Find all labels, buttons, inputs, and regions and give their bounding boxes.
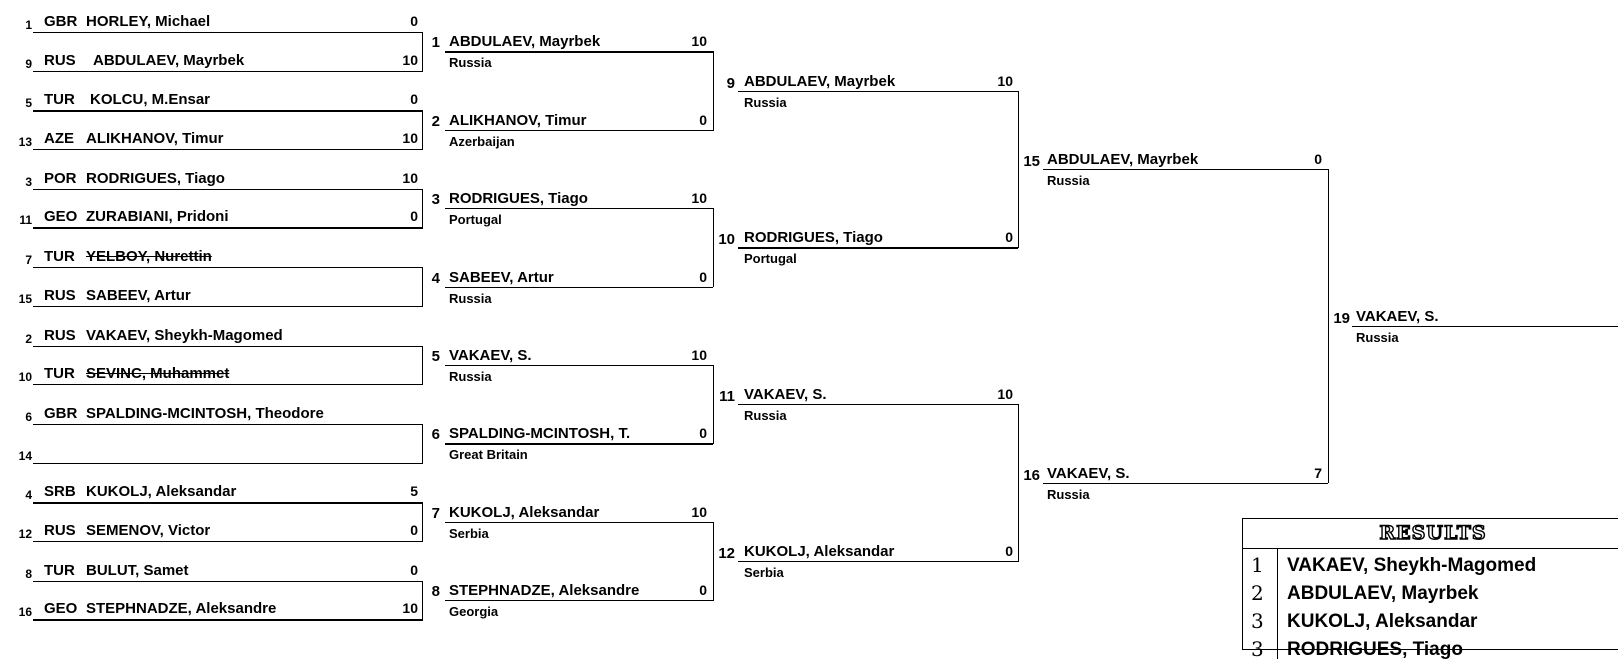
athlete-name: VAKAEV, S. xyxy=(449,346,532,364)
result-line xyxy=(738,404,1018,405)
score: 10 xyxy=(997,386,1013,403)
bracket-line xyxy=(1328,169,1329,484)
result-line xyxy=(445,522,713,523)
athlete-name: RODRIGUES, Tiago xyxy=(449,190,588,208)
score: 0 xyxy=(1005,542,1013,559)
athlete-name: ABDULAEV, Mayrbek xyxy=(449,33,601,51)
result-line xyxy=(445,443,713,444)
result-line xyxy=(738,91,1018,92)
result-name: KUKOLJ, Aleksandar xyxy=(1287,611,1478,632)
score: 10 xyxy=(691,503,707,520)
athlete-name: SEMENOV, Victor xyxy=(86,522,211,539)
bracket-line xyxy=(422,110,423,111)
country-name: Russia xyxy=(1047,486,1090,502)
country-name: Russia xyxy=(449,55,492,71)
match-number: 12 xyxy=(718,544,735,562)
score: 7 xyxy=(1314,464,1322,481)
result-line xyxy=(738,561,1018,562)
bracket-line xyxy=(422,267,423,307)
nation-code: RUS xyxy=(44,51,76,69)
score: 10 xyxy=(402,130,418,146)
score: 10 xyxy=(691,33,707,50)
entry-line xyxy=(33,227,423,228)
athlete-name: VAKAEV, S. xyxy=(744,386,827,404)
bracket-line xyxy=(1018,404,1019,562)
result-line xyxy=(445,208,713,209)
athlete-name: RODRIGUES, Tiago xyxy=(744,229,883,247)
seed-number: 10 xyxy=(18,370,32,385)
entry-line xyxy=(33,189,423,190)
results-divider xyxy=(1277,549,1278,659)
seed-number: 14 xyxy=(18,448,32,463)
athlete-name: SPALDING-MCINTOSH, T. xyxy=(449,425,631,443)
nation-code: GEO xyxy=(44,600,78,618)
country-name: Russia xyxy=(449,290,492,306)
seed-number: 6 xyxy=(25,410,32,424)
bracket-line xyxy=(422,32,423,33)
nation-code: TUR xyxy=(44,248,75,266)
result-rank: 1 xyxy=(1251,553,1264,577)
match-number: 3 xyxy=(431,191,440,209)
entry-line xyxy=(33,581,423,582)
seed-number: 4 xyxy=(25,488,32,503)
athlete-name: VAKAEV, S. xyxy=(1047,464,1130,482)
result-rank: 3 xyxy=(1251,637,1264,661)
bracket-line xyxy=(422,502,423,503)
country-name: Russia xyxy=(1047,172,1090,188)
seed-number: 11 xyxy=(19,213,32,228)
score: 0 xyxy=(410,91,418,108)
athlete-name: KOLCU, M.Ensar xyxy=(90,91,211,109)
score: 0 xyxy=(1005,229,1013,246)
seed-number: 8 xyxy=(25,566,32,581)
athlete-name: ZURABIANI, Pridoni xyxy=(86,208,229,226)
bracket-line xyxy=(713,365,714,444)
score: 0 xyxy=(410,561,418,578)
athlete-name: SABEEV, Artur xyxy=(86,286,191,304)
entry-line xyxy=(33,306,423,307)
result-line xyxy=(445,365,713,366)
athlete-name: STEPHNADZE, Aleksandre xyxy=(449,582,640,600)
entry-line xyxy=(33,463,423,464)
winner-name: VAKAEV, S. xyxy=(1356,307,1439,325)
result-name: RODRIGUES, Tiago xyxy=(1287,639,1463,660)
bracket-line xyxy=(422,189,423,229)
entry-line xyxy=(33,149,423,150)
bracket-line xyxy=(422,189,423,190)
nation-code: RUS xyxy=(44,522,76,539)
entry-line xyxy=(33,502,423,503)
nation-code: TUR xyxy=(44,365,75,383)
athlete-name: RODRIGUES, Tiago xyxy=(86,169,225,187)
entry-line xyxy=(33,32,423,33)
entry-line xyxy=(33,71,423,72)
bracket-line xyxy=(422,581,423,582)
athlete-name: BULUT, Samet xyxy=(86,561,189,579)
athlete-name: VAKAEV, Sheykh-Magomed xyxy=(86,326,283,344)
seed-number: 15 xyxy=(18,291,32,306)
match-number: 6 xyxy=(431,426,440,444)
result-rank: 2 xyxy=(1251,581,1264,605)
score: 10 xyxy=(691,190,707,207)
nation-code: TUR xyxy=(44,91,75,109)
bracket-line xyxy=(713,208,714,287)
athlete-name: HORLEY, Michael xyxy=(86,13,211,30)
athlete-name: STEPHNADZE, Aleksandre xyxy=(86,600,277,618)
entry-line xyxy=(33,384,423,385)
score: 10 xyxy=(402,169,418,186)
bracket-line xyxy=(713,522,714,601)
bracket-line xyxy=(422,424,423,425)
bracket-line xyxy=(422,267,423,268)
winner-country: Russia xyxy=(1356,329,1399,345)
score: 0 xyxy=(699,268,707,285)
score: 10 xyxy=(997,72,1013,89)
match-number: 9 xyxy=(726,74,735,92)
seed-number: 3 xyxy=(25,174,32,189)
country-name: Portugal xyxy=(449,212,502,228)
athlete-name: KUKOLJ, Aleksandar xyxy=(449,503,600,521)
nation-code: GEO xyxy=(44,208,78,226)
seed-number: 5 xyxy=(25,96,32,111)
nation-code: GBR xyxy=(44,405,78,422)
athlete-name: KUKOLJ, Aleksandar xyxy=(86,483,237,501)
result-name: ABDULAEV, Mayrbek xyxy=(1287,583,1479,604)
bracket-line xyxy=(422,346,423,347)
bracket-line xyxy=(713,51,714,130)
result-line xyxy=(445,287,713,288)
entry-line xyxy=(33,541,423,542)
match-number: 8 xyxy=(431,583,440,601)
result-line xyxy=(445,130,713,131)
match-number: 19 xyxy=(1333,309,1350,327)
result-line xyxy=(445,600,713,601)
entry-line xyxy=(33,110,423,111)
results-table xyxy=(1242,518,1618,661)
match-number: 15 xyxy=(1023,152,1040,170)
score: 0 xyxy=(699,582,707,599)
athlete-name: YELBOY, Nurettin xyxy=(86,248,212,266)
score: 0 xyxy=(410,13,418,29)
bracket-line xyxy=(422,581,423,621)
match-number: 11 xyxy=(719,388,735,406)
athlete-name: ABDULAEV, Mayrbek xyxy=(744,72,896,90)
bracket-line xyxy=(422,346,423,386)
entry-line xyxy=(33,424,423,425)
score: 10 xyxy=(402,600,418,617)
country-name: Russia xyxy=(744,408,787,424)
results-title: RESULTS xyxy=(1243,519,1618,549)
athlete-name: SABEEV, Artur xyxy=(449,268,554,286)
score: 0 xyxy=(1314,150,1322,167)
match-number: 5 xyxy=(431,347,440,365)
country-name: Russia xyxy=(449,368,492,384)
athlete-name: ABDULAEV, Mayrbek xyxy=(93,51,245,69)
match-number: 2 xyxy=(431,112,440,130)
nation-code: GBR xyxy=(44,13,78,30)
country-name: Russia xyxy=(744,94,787,110)
score: 5 xyxy=(410,483,418,500)
nation-code: RUS xyxy=(44,286,76,304)
nation-code: RUS xyxy=(44,326,76,344)
athlete-name: SPALDING-MCINTOSH, Theodore xyxy=(86,405,324,422)
bracket-line xyxy=(422,502,423,542)
bracket-line xyxy=(1018,91,1019,249)
match-number: 1 xyxy=(431,34,440,52)
match-number: 4 xyxy=(431,269,440,287)
score: 10 xyxy=(691,346,707,363)
athlete-name: ABDULAEV, Mayrbek xyxy=(1047,150,1199,168)
result-line xyxy=(445,51,713,52)
score: 10 xyxy=(402,51,418,68)
country-name: Georgia xyxy=(449,604,499,620)
result-name: VAKAEV, Sheykh-Magomed xyxy=(1287,555,1537,576)
entry-line xyxy=(33,346,423,347)
result-rank: 3 xyxy=(1251,609,1264,633)
result-line xyxy=(738,247,1018,248)
nation-code: TUR xyxy=(44,561,75,579)
country-name: Azerbaijan xyxy=(449,133,515,149)
result-line xyxy=(1043,169,1328,170)
athlete-name: ALIKHANOV, Timur xyxy=(449,111,587,129)
bracket-line xyxy=(422,32,423,72)
seed-number: 1 xyxy=(25,18,32,32)
athlete-name: SEVINC, Muhammet xyxy=(86,365,230,383)
seed-number: 9 xyxy=(25,56,32,71)
winner-line xyxy=(1352,326,1618,327)
seed-number: 12 xyxy=(18,527,32,541)
score: 0 xyxy=(410,522,418,538)
bracket-line xyxy=(422,424,423,464)
seed-number: 16 xyxy=(18,605,32,620)
bracket-line xyxy=(422,110,423,150)
entry-line xyxy=(33,267,423,268)
score: 0 xyxy=(410,208,418,225)
country-name: Serbia xyxy=(449,525,489,541)
match-number: 7 xyxy=(431,504,440,522)
nation-code: POR xyxy=(44,169,77,187)
seed-number: 7 xyxy=(25,253,32,268)
score: 0 xyxy=(699,425,707,442)
athlete-name: ALIKHANOV, Timur xyxy=(86,130,224,147)
result-line xyxy=(1043,483,1328,484)
match-number: 16 xyxy=(1023,466,1040,484)
nation-code: SRB xyxy=(44,483,76,501)
country-name: Serbia xyxy=(744,564,784,580)
seed-number: 2 xyxy=(25,331,32,346)
score: 0 xyxy=(699,111,707,128)
entry-line xyxy=(33,619,423,620)
athlete-name: KUKOLJ, Aleksandar xyxy=(744,542,895,560)
match-number: 10 xyxy=(718,231,735,249)
nation-code: AZE xyxy=(44,130,74,147)
country-name: Great Britain xyxy=(449,447,528,463)
country-name: Portugal xyxy=(744,251,797,267)
seed-number: 13 xyxy=(18,135,32,149)
